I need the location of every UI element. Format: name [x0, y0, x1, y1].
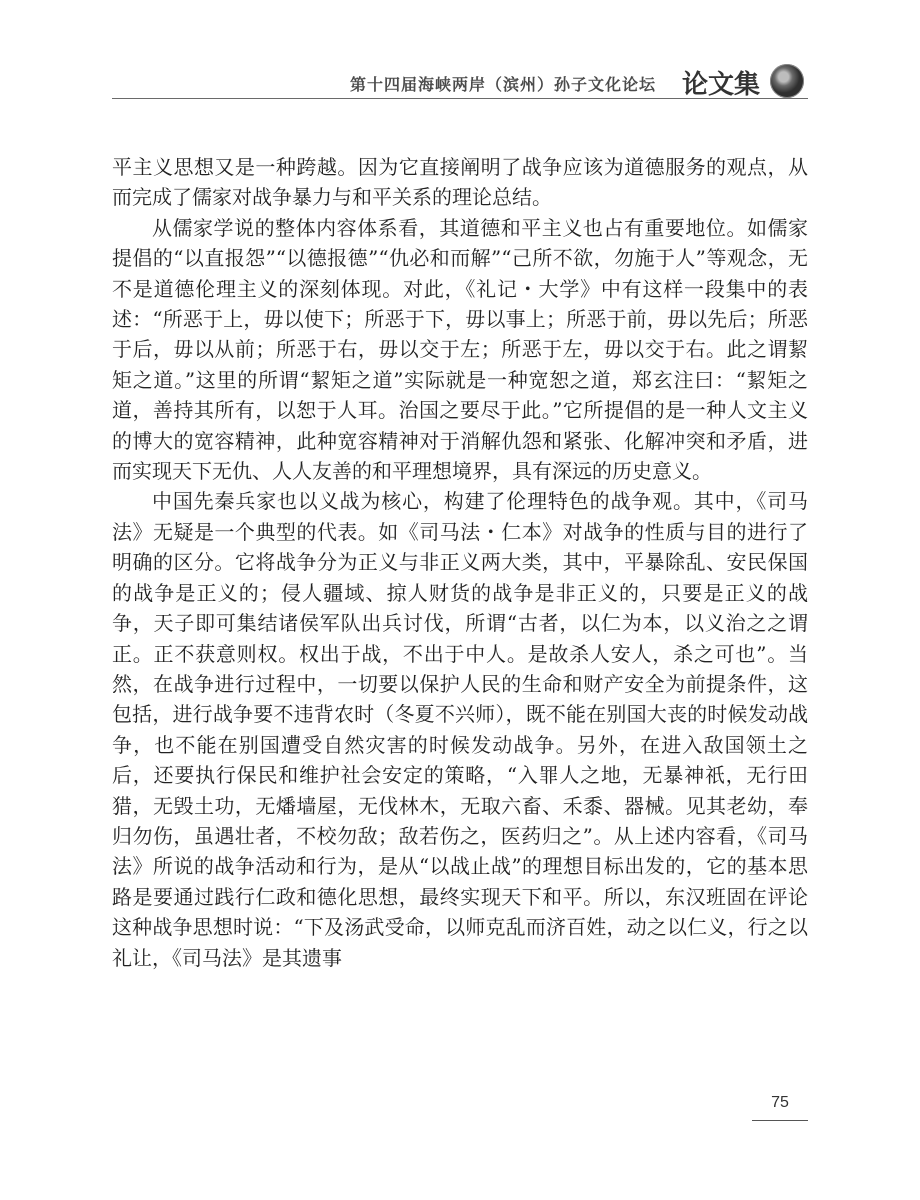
- paragraph-3: 中国先秦兵家也以义战为核心，构建了伦理特色的战争观。其中，《司马法》无疑是一个典型的代表。如《司马法・仁本》对战争的性质与目的进行了明确的区分。它将战争分为正义与非正义两大类，其中，平暴除乱、安民保国的战争是正义的；侵人疆域、掠人财货的战争是非正义的，只要是正义的战争，天子即可集结诸侯军队出兵讨伐，所谓“古者，以仁为本，以义治之之谓正。正不获意则权。权出于战，不出于中人。是故杀人安人，杀之可也”。当然，在战争进行过程中，一切要以保护人民的生命和财产安全为前提条件，这包括，进行战争要不违背农时（冬夏不兴师），既不能在别国大丧的时候发动战争，也不能在别国遭受自然灾害的时候发动战争。另外，在进入敌国领土之后，还要执行保民和维护社会安定的策略，“入罪人之地，无暴神祇，无行田猎，无毁土功，无燔墙屋，无伐林木，无取六畜、禾黍、器械。见其老幼，奉归勿伤，虽遇壮者，不校勿敌；敌若伤之，医药归之”。从上述内容看，《司马法》所说的战争活动和行为，是从“以战止战”的理想目标出发的，它的基本思路是要通过践行仁政和德化思想，最终实现天下和平。所以，东汉班固在评论这种战争思想时说：“下及汤武受命，以师克乱而济百姓，动之以仁义，行之以礼让，《司马法》是其遗事: [112, 489, 808, 970]
- header-mark: 论文集: [681, 70, 760, 100]
- header-rule: [112, 98, 808, 99]
- paragraph-2: 从儒家学说的整体内容体系看，其道德和平主义也占有重要地位。如儒家提倡的“以直报怨”“以德报德”“仇必和而解”“己所不欲，勿施于人”等观念，无不是道德伦理主义的深刻体现。对此，《礼记・大学》中有这样一段集中的表述：“所恶于上，毋以使下；所恶于下，毋以事上；所恶于前，毋以先后；所恶于后，毋以从前；所恶于右，毋以交于左；所恶于左，毋以交于右。此之谓絜矩之道。”这里的所谓“絜矩之道”实际就是一种宽恕之道，郑玄注曰：“絜矩之道，善持其所有，以恕于人耳。治国之要尽于此。”它所提倡的是一种人文主义的博大的宽容精神，此种宽容精神对于消解仇怨和紧张、化解冲突和矛盾，进而实现天下无仇、人人友善的和平理想境界，具有深远的历史意义。: [112, 215, 808, 484]
- running-header: [112, 60, 808, 98]
- footer-rule: [752, 1120, 808, 1121]
- body-text: [112, 152, 808, 973]
- paragraph-1: 平主义思想又是一种跨越。因为它直接阐明了战争应该为道德服务的观点，从而完成了儒家对战争暴力与和平关系的理论总结。: [112, 155, 808, 210]
- header-title: 第十四届海峡两岸（滨州）孙子文化论坛: [349, 75, 656, 94]
- page-number: 75: [771, 1094, 789, 1111]
- portrait-seal-icon: [770, 64, 804, 98]
